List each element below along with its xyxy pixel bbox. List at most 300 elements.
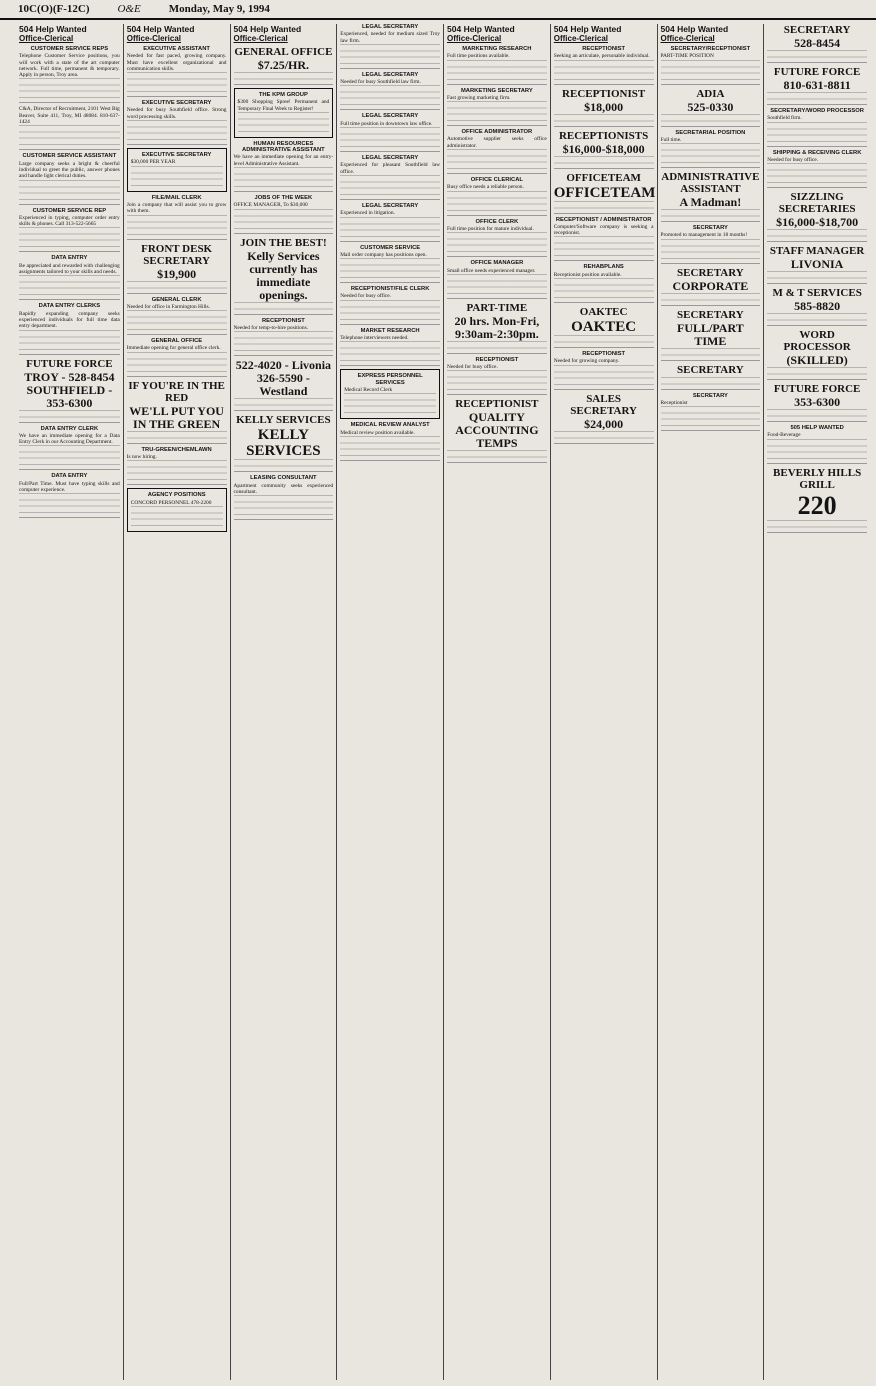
classified-ad xyxy=(447,219,547,258)
ad-body: Needed for growing company. xyxy=(553,358,620,365)
ad-text-lines xyxy=(127,460,227,482)
classified-ad xyxy=(767,425,867,464)
ad-body: 585-8820 xyxy=(794,299,841,314)
ad-text-lines xyxy=(661,293,761,303)
ad-body: Busy office needs a reliable person. xyxy=(447,184,524,191)
ad-headline: THE KPM GROUP xyxy=(258,92,308,98)
ad-text-lines xyxy=(340,258,440,280)
ad-body: LIVONIA xyxy=(790,257,844,272)
ad-headline: SECRETARY/WORD PROCESSOR xyxy=(770,108,864,114)
ad-headline: CUSTOMER SERVICE xyxy=(360,244,421,251)
ad-headline: OAKTEC xyxy=(579,306,628,319)
masthead xyxy=(0,0,876,20)
ad-body: $300 Shopping Spree! Permanent and Temporary Final Week to Register! xyxy=(237,99,330,112)
ad-body: Small office needs experienced manager. xyxy=(447,267,536,274)
ad-headline: SECRETARY xyxy=(692,392,728,399)
ad-text-lines xyxy=(554,60,654,82)
classified-ad xyxy=(554,88,654,127)
classified-ad xyxy=(340,422,440,461)
ad-text-lines xyxy=(554,201,654,211)
ad-text-lines xyxy=(19,227,120,249)
ad-body: C&A, Director of Recruitment, 2101 West Big Beaver, Suite 411, Troy, MI 48084. 810-637-1424 xyxy=(19,106,120,126)
ad-text-lines xyxy=(234,209,334,231)
classified-column xyxy=(336,24,443,1380)
classified-ad xyxy=(127,338,227,377)
classified-ad xyxy=(234,195,334,234)
ad-body: CORPORATE xyxy=(672,278,749,293)
ad-text-lines xyxy=(19,330,120,352)
ad-text-lines xyxy=(661,348,761,358)
classified-ad xyxy=(767,467,867,533)
ad-body: TROY - 528-8454 SOUTHFIELD - 353-6300 xyxy=(24,369,115,410)
ad-text-lines xyxy=(131,506,223,528)
ad-headline: LEGAL SECRETARY xyxy=(361,202,419,209)
classified-ad xyxy=(767,150,867,189)
classified-ad xyxy=(19,208,120,253)
classified-ad xyxy=(127,243,227,294)
ad-body: Full/Part Time. Must have typing skills and computer experience. xyxy=(19,480,120,494)
ad-text-lines xyxy=(767,439,867,461)
classified-ad xyxy=(554,393,654,444)
ad-text-lines xyxy=(340,300,440,322)
classified-ad xyxy=(340,203,440,242)
ad-body: Full time positions available. xyxy=(447,53,510,60)
classified-ad xyxy=(661,225,761,264)
ad-text-lines xyxy=(19,410,120,420)
ad-text-lines xyxy=(447,450,547,460)
classified-ad xyxy=(234,318,334,357)
classified-ad xyxy=(19,46,120,103)
ad-text-lines xyxy=(554,365,654,387)
ad-text-lines xyxy=(344,393,436,415)
classified-ad xyxy=(767,108,867,147)
classified-ad xyxy=(19,255,120,300)
ad-headline: RECEPTIONISTS xyxy=(558,129,649,142)
classified-ad xyxy=(767,383,867,422)
ad-body: Apartment community seeks experienced consultant. xyxy=(233,482,334,495)
ad-text-lines xyxy=(234,459,334,469)
category-title: Help Wanted xyxy=(570,24,622,34)
ad-headline: 505 HELP WANTED xyxy=(790,425,844,432)
ad-text-lines xyxy=(234,331,334,353)
ad-text-lines xyxy=(767,229,867,239)
classified-ad xyxy=(127,297,227,336)
category-number: 504 xyxy=(660,24,675,34)
ad-headline: EXECUTIVE SECRETARY xyxy=(141,100,212,107)
classified-ad xyxy=(661,267,761,306)
ad-text-lines xyxy=(767,92,867,102)
ad-body: Receptionist position available. xyxy=(553,271,622,278)
ad-text-lines xyxy=(767,409,867,419)
classified-column xyxy=(16,24,123,1380)
ad-headline: SECRETARY xyxy=(783,24,851,36)
ad-text-lines xyxy=(238,112,330,134)
classified-ad xyxy=(19,473,120,518)
ad-text-lines xyxy=(340,217,440,239)
ad-headline: REHABPLANS xyxy=(583,264,624,271)
ad-body: Telephone interviewers needed. xyxy=(340,335,409,342)
page-code: 10C(O)(F-12C) xyxy=(18,3,90,15)
ad-headline: SECRETARY xyxy=(677,266,744,279)
ad-text-lines xyxy=(661,143,761,165)
ad-headline: FUTURE FORCE xyxy=(26,357,113,370)
ad-body: Needed for fast paced, growing company. Must have excellent organizational and communication skills. xyxy=(126,53,227,72)
ad-body: We have an immediate opening for a Data Entry Clerk in our Accounting Department. xyxy=(19,432,120,446)
ad-text-lines xyxy=(340,127,440,149)
category-number: 504 xyxy=(126,24,141,34)
ad-text-lines xyxy=(661,239,761,261)
category-subtitle: Office-Clerical xyxy=(553,34,608,43)
classified-ad xyxy=(767,245,867,284)
classified-ad xyxy=(554,46,654,85)
ad-body: OFFICE MANAGER, To $30,000 xyxy=(233,202,308,209)
classified-ad xyxy=(340,72,440,111)
ad-body: Experienced in litigation. xyxy=(340,210,395,217)
ad-body: Needed for busy Southfield law firm. xyxy=(340,79,421,86)
ad-body: Medical review position available. xyxy=(340,429,415,436)
issue-date: Monday, May 9, 1994 xyxy=(168,3,270,15)
ad-text-lines xyxy=(19,180,120,202)
classified-ad xyxy=(127,488,227,532)
classified-ad xyxy=(19,106,120,150)
ad-headline: RECEPTIONIST xyxy=(582,351,626,358)
ad-headline: FILE/MAIL CLERK xyxy=(151,194,202,201)
classified-ad xyxy=(19,358,120,423)
ad-text-lines xyxy=(19,493,120,515)
category-subtitle: Office-Clerical xyxy=(19,34,74,43)
ad-text-lines xyxy=(767,271,867,281)
ad-text-lines xyxy=(447,191,547,213)
ad-headline: BEVERLY HILLS GRILL xyxy=(773,466,862,491)
classified-ad xyxy=(661,364,761,390)
ad-text-lines xyxy=(340,85,440,107)
category-header xyxy=(234,25,334,43)
category-subtitle: Office-Clerical xyxy=(233,34,288,43)
ad-headline: OFFICE MANAGER xyxy=(470,260,524,267)
classified-ad xyxy=(234,141,334,192)
ad-headline: DATA ENTRY CLERK xyxy=(40,425,99,432)
ad-text-lines xyxy=(127,281,227,291)
ad-text-lines xyxy=(447,232,547,254)
ad-body: KELLY SERVICES xyxy=(246,427,321,460)
ad-text-lines xyxy=(340,175,440,197)
ad-headline: AGENCY POSITIONS xyxy=(147,492,206,499)
ad-headline: DATA ENTRY CLERKS xyxy=(38,303,101,310)
ad-headline: SHIPPING & RECEIVING CLERK xyxy=(772,149,862,156)
ad-body: 528-8454 xyxy=(794,36,841,50)
ad-text-lines xyxy=(767,163,867,185)
ad-text-lines xyxy=(127,215,227,237)
classified-ad xyxy=(554,264,654,303)
ad-body: Food-Beverage xyxy=(767,432,801,439)
category-number: 504 xyxy=(553,24,568,34)
ad-body: Mail order company has positions open. xyxy=(340,251,427,258)
ad-text-lines xyxy=(767,122,867,144)
ad-text-lines xyxy=(340,436,440,458)
ad-body: 20 hrs. Mon-Fri, 9:30am-2:30pm. xyxy=(454,313,540,341)
category-header xyxy=(554,25,654,43)
category-title: Help Wanted xyxy=(677,24,729,34)
ad-headline: FUTURE FORCE xyxy=(773,383,861,396)
ad-headline: M & T SERVICES xyxy=(772,287,862,300)
ad-headline: RECEPTIONIST xyxy=(261,317,305,324)
ad-headline: MEDICAL REVIEW ANALYST xyxy=(350,422,430,429)
classified-ad xyxy=(767,191,867,242)
ad-headline: RECEPTIONIST/FILE CLERK xyxy=(350,286,430,293)
ad-headline: LEGAL SECRETARY xyxy=(361,155,419,162)
ad-body: Be appreciated and rewarded with challenging assignments tailored to your skills and needs. xyxy=(19,262,120,276)
ad-body: Rapidly expanding company seeks experienced individuals for full time data entry department. xyxy=(19,310,120,330)
ad-headline: JOBS OF THE WEEK xyxy=(254,195,313,202)
ad-body: $7.25/HR. xyxy=(257,58,310,72)
ad-headline: CUSTOMER SERVICE REPS xyxy=(30,46,109,52)
ad-body: Full time position in downtown law office. xyxy=(340,120,433,127)
ad-text-lines xyxy=(447,101,547,123)
ad-headline: GENERAL OFFICE xyxy=(234,46,333,58)
ad-body: A Madman! xyxy=(679,195,742,210)
ad-headline: FUTURE FORCE xyxy=(773,66,861,78)
ad-text-lines xyxy=(554,335,654,345)
ad-text-lines xyxy=(661,406,761,428)
ad-body: (SKILLED) xyxy=(786,353,848,368)
ad-body: Seeking an articulate, personable individual. xyxy=(553,53,650,60)
classified-ad xyxy=(767,329,867,380)
ad-text-lines xyxy=(131,166,223,188)
ad-body: 525-0330 xyxy=(687,99,734,114)
ad-body: Needed for temp-to-hire positions. xyxy=(233,324,309,331)
ad-text-lines xyxy=(127,72,227,94)
classified-ad xyxy=(447,129,547,174)
ad-text-lines xyxy=(447,60,547,82)
classified-column xyxy=(763,24,870,1380)
ad-body: Receptionist xyxy=(660,400,688,407)
ad-headline: IF YOU'RE IN THE RED xyxy=(128,379,225,404)
ad-body: Is now hiring. xyxy=(126,454,157,461)
ad-headline: DATA ENTRY xyxy=(51,473,88,480)
ad-body: We have an immediate opening for an entry-level Administrative Assistant. xyxy=(233,154,334,167)
ad-text-lines xyxy=(234,72,334,82)
ad-text-lines xyxy=(767,313,867,323)
ad-text-lines xyxy=(767,367,867,377)
ad-body: 353-6300 xyxy=(794,395,841,410)
classified-ad xyxy=(127,447,227,486)
ad-text-lines xyxy=(554,236,654,258)
ad-body: Needed for busy office. xyxy=(767,156,819,163)
classified-ad xyxy=(554,351,654,390)
classified-ad xyxy=(447,46,547,85)
ad-body: OAKTEC xyxy=(571,319,637,336)
classified-ad xyxy=(661,393,761,432)
classified-ad xyxy=(127,195,227,240)
ad-text-lines xyxy=(767,50,867,60)
ad-body: $19,900 xyxy=(157,266,197,281)
ad-headline: OFFICE CLERK xyxy=(475,218,519,225)
ad-body: Full time. xyxy=(660,136,682,143)
ad-text-lines xyxy=(127,431,227,441)
ad-headline: FRONT DESK SECRETARY xyxy=(141,242,213,267)
ad-headline: RECEPTIONIST xyxy=(455,398,539,411)
classified-ad xyxy=(767,66,867,105)
category-header xyxy=(447,25,547,43)
ad-text-lines xyxy=(447,149,547,171)
ad-headline: MARKETING SECRETARY xyxy=(460,87,533,94)
ad-body: Join a company that will assist you to grow with them. xyxy=(126,201,227,215)
ad-body: 522-4020 - Livonia 326-5590 - Westland xyxy=(235,358,332,399)
ad-headline: OFFICE ADMINISTRATOR xyxy=(461,129,533,136)
classified-ad xyxy=(554,217,654,262)
classified-ad xyxy=(234,475,334,520)
ad-body: 220 xyxy=(797,490,837,520)
paper-name: O&E xyxy=(117,3,141,15)
ad-body: Fast growing marketing firm. xyxy=(447,94,511,101)
ad-body: PART-TIME POSITION xyxy=(660,53,714,60)
category-title: Help Wanted xyxy=(35,24,87,34)
ad-headline: WORD PROCESSOR xyxy=(783,329,851,354)
category-title: Help Wanted xyxy=(143,24,195,34)
ad-text-lines xyxy=(767,520,867,530)
ad-headline: RECEPTIONIST / ADMINISTRATOR xyxy=(555,216,652,223)
ad-text-lines xyxy=(661,377,761,387)
ad-text-lines xyxy=(127,310,227,332)
ad-headline: ADIA xyxy=(696,87,725,100)
classified-ad xyxy=(447,177,547,216)
ad-body: WE'LL PUT YOU IN THE GREEN xyxy=(129,403,224,431)
ad-body: Large company seeks a bright & cheerful individual to greet the public, answer phones and handle light clerical duties. xyxy=(19,160,120,180)
category-number: 504 xyxy=(19,24,34,34)
classified-ad xyxy=(661,309,761,361)
classified-column xyxy=(657,24,764,1380)
ad-headline: ADMINISTRATIVE ASSISTANT xyxy=(661,171,760,196)
ad-text-lines xyxy=(340,341,440,363)
classified-ad xyxy=(447,260,547,299)
classified-ad xyxy=(447,88,547,127)
classified-ad xyxy=(234,359,334,411)
classified-column xyxy=(443,24,550,1380)
ad-body: $16,000-$18,000 xyxy=(562,141,645,156)
ad-headline: LEGAL SECRETARY xyxy=(361,71,419,78)
ad-body: Needed for office in Farmington Hills. xyxy=(126,303,210,310)
ad-body: Telephone Customer Service positions, you will work with a state of the art computer network. Full time, permanent & temporary. Apply in person, Troy area. xyxy=(19,53,120,79)
ad-headline: GENERAL CLERK xyxy=(151,296,202,303)
ad-text-lines xyxy=(19,275,120,297)
ad-text-lines xyxy=(554,156,654,166)
classified-column xyxy=(230,24,337,1380)
ad-body: Computer/Software company is seeking a receptionist. xyxy=(553,223,654,237)
ad-headline: SECRETARY xyxy=(677,363,744,376)
classified-ad xyxy=(340,245,440,284)
classified-ad xyxy=(19,153,120,204)
ad-text-lines xyxy=(447,341,547,351)
classified-ad xyxy=(234,46,334,85)
ad-text-lines xyxy=(19,78,120,100)
ad-body: Promoted to management in 18 months! xyxy=(660,232,748,239)
ad-headline: TRU-GREEN/CHEMLAWN xyxy=(141,446,212,453)
classified-ad xyxy=(767,287,867,326)
ad-body: Full time position for mature individual. xyxy=(447,225,534,232)
ad-headline: RECEPTIONIST xyxy=(475,356,519,363)
ad-text-lines xyxy=(234,398,334,408)
ad-headline: HUMAN RESOURCES ADMINISTRATIVE ASSISTANT xyxy=(242,140,325,154)
classified-ad xyxy=(234,237,334,315)
ad-text-lines xyxy=(234,302,334,312)
ad-body: Experienced for pleasant Southfield law office. xyxy=(340,162,440,175)
classified-ad xyxy=(340,113,440,152)
ad-body: FULL/PART TIME xyxy=(677,320,744,348)
ad-body: 810-631-8811 xyxy=(783,78,851,92)
ad-headline: SECRETARY xyxy=(677,308,744,321)
classified-ad xyxy=(127,46,227,97)
classified-ad xyxy=(767,24,867,63)
ad-text-lines xyxy=(340,44,440,66)
ad-body: $16,000-$18,700 xyxy=(776,215,859,230)
ad-headline: PART-TIME xyxy=(466,301,528,314)
classified-ad xyxy=(127,380,227,444)
category-header xyxy=(127,25,227,43)
ad-text-lines xyxy=(127,352,227,374)
ad-body: $24,000 xyxy=(584,416,624,431)
ad-text-lines xyxy=(19,125,120,147)
classified-ad xyxy=(340,328,440,367)
ad-text-lines xyxy=(127,120,227,142)
classified-ad xyxy=(127,100,227,145)
classified-ad xyxy=(554,172,654,214)
ad-headline: OFFICE CLERICAL xyxy=(470,177,523,184)
category-header xyxy=(19,25,120,43)
classified-ad xyxy=(234,88,334,138)
ad-headline: EXECUTIVE SECRETARY xyxy=(141,152,212,159)
ad-headline: KELLY SERVICES xyxy=(236,414,331,427)
ad-body: $30,000 PER YEAR xyxy=(130,159,176,166)
ad-body: Needed for busy office. xyxy=(447,364,498,371)
ad-headline: CUSTOMER SERVICE ASSISTANT xyxy=(22,153,117,160)
ad-text-lines xyxy=(661,60,761,82)
ad-text-lines xyxy=(554,114,654,124)
ad-text-lines xyxy=(661,114,761,124)
ad-body: Needed for busy Southfield office. Strong word processing skills. xyxy=(126,107,227,120)
classified-ad xyxy=(340,369,440,419)
classified-ad xyxy=(340,24,440,69)
ad-headline: EXECUTIVE ASSISTANT xyxy=(143,46,210,52)
classified-ad xyxy=(19,303,120,354)
classified-column xyxy=(123,24,230,1380)
ad-body: OFFICETEAM xyxy=(553,184,656,201)
ad-headline: EXPRESS PERSONNEL SERVICES xyxy=(357,373,423,386)
ad-headline: LEGAL SECRETARY xyxy=(361,113,419,120)
ad-headline: JOIN THE BEST! xyxy=(240,236,327,249)
category-header xyxy=(661,25,761,43)
classified-ad xyxy=(661,46,761,85)
ad-headline: STAFF MANAGER xyxy=(769,245,865,258)
ad-text-lines xyxy=(661,209,761,219)
ad-headline: SECRETARY xyxy=(692,225,728,232)
ad-body: CONCORD PERSONNEL 478-2200 xyxy=(130,499,212,506)
classified-ad xyxy=(19,426,120,471)
ad-body: Kelly Services currently has immediate openings. xyxy=(247,248,320,302)
classified-ad xyxy=(234,414,334,472)
ad-headline: MARKET RESEARCH xyxy=(360,327,420,334)
ad-text-lines xyxy=(554,278,654,300)
ad-headline: SECRETARIAL POSITION xyxy=(675,129,746,136)
classified-ad xyxy=(447,302,547,354)
ad-headline: DATA ENTRY xyxy=(51,255,88,262)
category-title: Help Wanted xyxy=(250,24,302,34)
ad-text-lines xyxy=(554,431,654,441)
category-subtitle: Office-Clerical xyxy=(660,34,715,43)
classified-ad xyxy=(340,155,440,200)
classified-ad xyxy=(661,171,761,222)
classified-column xyxy=(550,24,657,1380)
ad-headline: LEGAL SECRETARY xyxy=(361,24,419,30)
